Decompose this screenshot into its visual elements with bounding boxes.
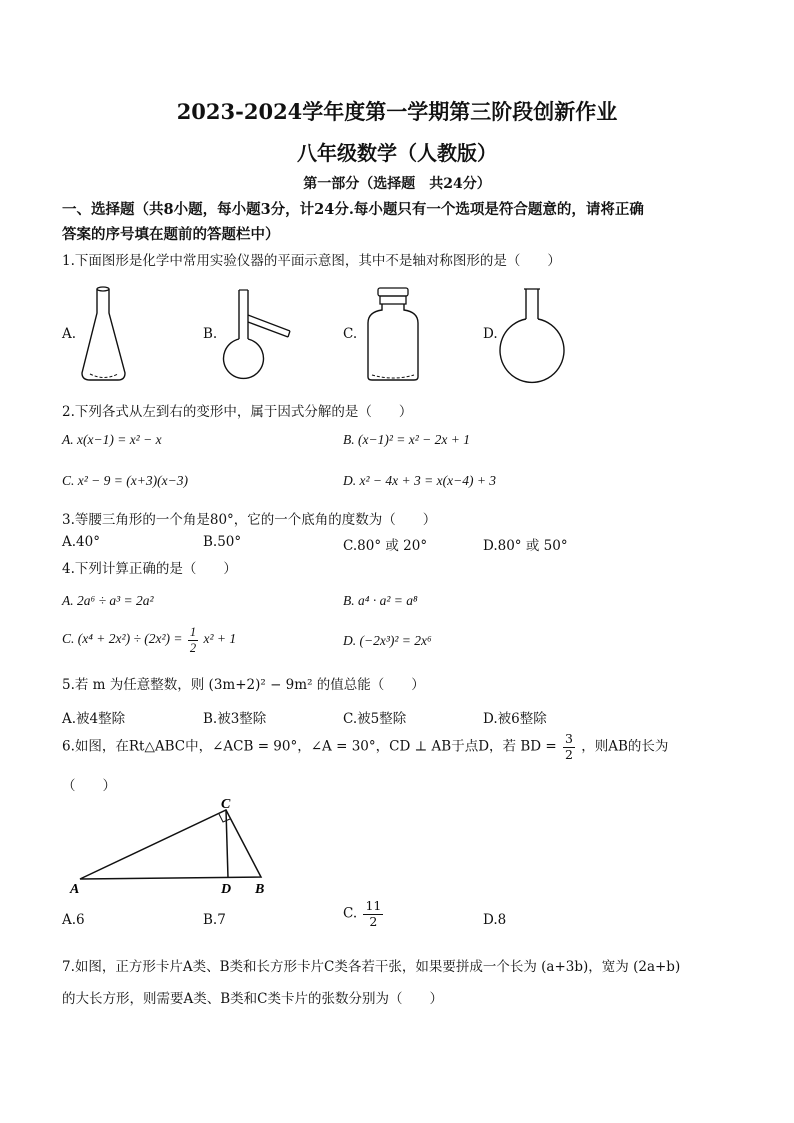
q5-option-a: A.被4整除: [62, 711, 126, 727]
q6-option-c-label: C.: [343, 905, 358, 922]
question-1-stem: 1.下面图形是化学中常用实验仪器的平面示意图，其中不是轴对称图形的是（ ）: [62, 253, 561, 269]
q6-option-c-fraction: [363, 900, 383, 928]
section-instructions-line1: 一、选择题（共8小题，每小题3分，计24分.每小题只有一个选项是符合题意的，请将正确: [62, 201, 644, 218]
q6-c-numerator: 11: [365, 898, 382, 913]
q4-option-c-fraction: [188, 626, 198, 654]
q6-answer-blank: （ ）: [62, 778, 116, 794]
question-3-stem: 3.等腰三角形的一个角是80°，它的一个底角的度数为（ ）: [62, 512, 437, 528]
question-7-line1: 7.如图，正方形卡片A类、B类和长方形卡片C类各若干张，如果要拼成一个长为 (a+3b)，宽为 (2a+b): [62, 959, 681, 975]
q6-option-a: A.6: [62, 912, 85, 928]
part-heading: 第一部分（选择题 共24分）: [303, 176, 491, 192]
vertex-a-label: A: [70, 882, 80, 897]
q4-c-numerator: 1: [189, 625, 197, 639]
q6-bd-numerator: 3: [564, 731, 573, 746]
vertex-d-label: D: [221, 882, 232, 897]
question-2-stem: 2.下列各式从左到右的变形中，属于因式分解的是（ ）: [62, 404, 413, 420]
erlenmeyer-flask-figure: [78, 285, 138, 385]
document-title: 2023-2024学年度第一学期第三阶段创新作业: [176, 99, 618, 124]
q4-option-c-lhs: C. (x⁴ + 2x²) ÷ (2x²) =: [62, 631, 183, 647]
q6-stem-start: 6.如图，在Rt△ABC中，∠ACB = 90°，∠A = 30°，CD ⊥ AB于点D，若 BD =: [62, 738, 557, 755]
vertex-c-label: C: [221, 797, 231, 812]
q1-option-d-label: D.: [483, 326, 498, 342]
q4-option-b: B. a⁴ · a² = a⁸: [343, 593, 418, 608]
q4-option-a: A. 2a⁶ ÷ a³ = 2a²: [62, 593, 154, 608]
section-instructions-line2: 答案的序号填在题前的答题栏中）: [62, 226, 280, 243]
q3-option-c: C.80° 或 20°: [343, 538, 428, 554]
question-6-stem: [62, 733, 668, 761]
document-subtitle: 八年级数学（人教版）: [297, 141, 497, 165]
q4-option-c: [62, 626, 236, 654]
q4-option-d: D. (−2x³)² = 2x⁶: [343, 633, 432, 648]
q3-option-a: A.40°: [62, 534, 100, 550]
q1-option-b-label: B.: [203, 326, 218, 342]
vertex-b-label: B: [255, 882, 265, 897]
q1-option-c-label: C.: [343, 326, 358, 342]
q6-option-d: D.8: [483, 912, 507, 928]
question-7-line2: 的大长方形，则需要A类、B类和C类卡片的张数分别为（ ）: [62, 991, 443, 1007]
q2-option-d: D. x² − 4x + 3 = x(x−4) + 3: [343, 473, 497, 488]
q5-option-d: D.被6整除: [483, 711, 547, 727]
q6-option-b: B.7: [203, 912, 226, 928]
q5-option-c: C.被5整除: [343, 711, 407, 727]
question-5-stem: 5.若 m 为任意整数，则 (3m+2)² − 9m² 的值总能（ ）: [62, 677, 425, 693]
round-flask-figure: [498, 285, 568, 385]
q4-option-c-rhs: x² + 1: [203, 631, 237, 647]
q6-stem-end: ，则AB的长为: [581, 738, 669, 755]
right-triangle-figure: [68, 792, 288, 898]
q2-option-b: B. (x−1)² = x² − 2x + 1: [343, 432, 470, 447]
distillation-flask-figure: [222, 285, 297, 385]
q2-option-a: A. x(x−1) = x² − x: [62, 432, 162, 447]
q4-c-denominator: 2: [189, 640, 197, 655]
q2-option-c: C. x² − 9 = (x+3)(x−3): [62, 473, 188, 488]
q3-option-b: B.50°: [203, 534, 242, 550]
q6-option-c: [343, 900, 385, 928]
q6-bd-denominator: 2: [564, 746, 573, 762]
reagent-bottle-figure: [364, 285, 424, 385]
q1-option-a-label: A.: [62, 326, 77, 342]
question-4-stem: 4.下列计算正确的是（ ）: [62, 561, 237, 577]
q6-bd-fraction: [563, 733, 575, 761]
q5-option-b: B.被3整除: [203, 711, 267, 727]
q3-option-d: D.80° 或 50°: [483, 538, 568, 554]
q6-c-denominator: 2: [369, 913, 378, 929]
